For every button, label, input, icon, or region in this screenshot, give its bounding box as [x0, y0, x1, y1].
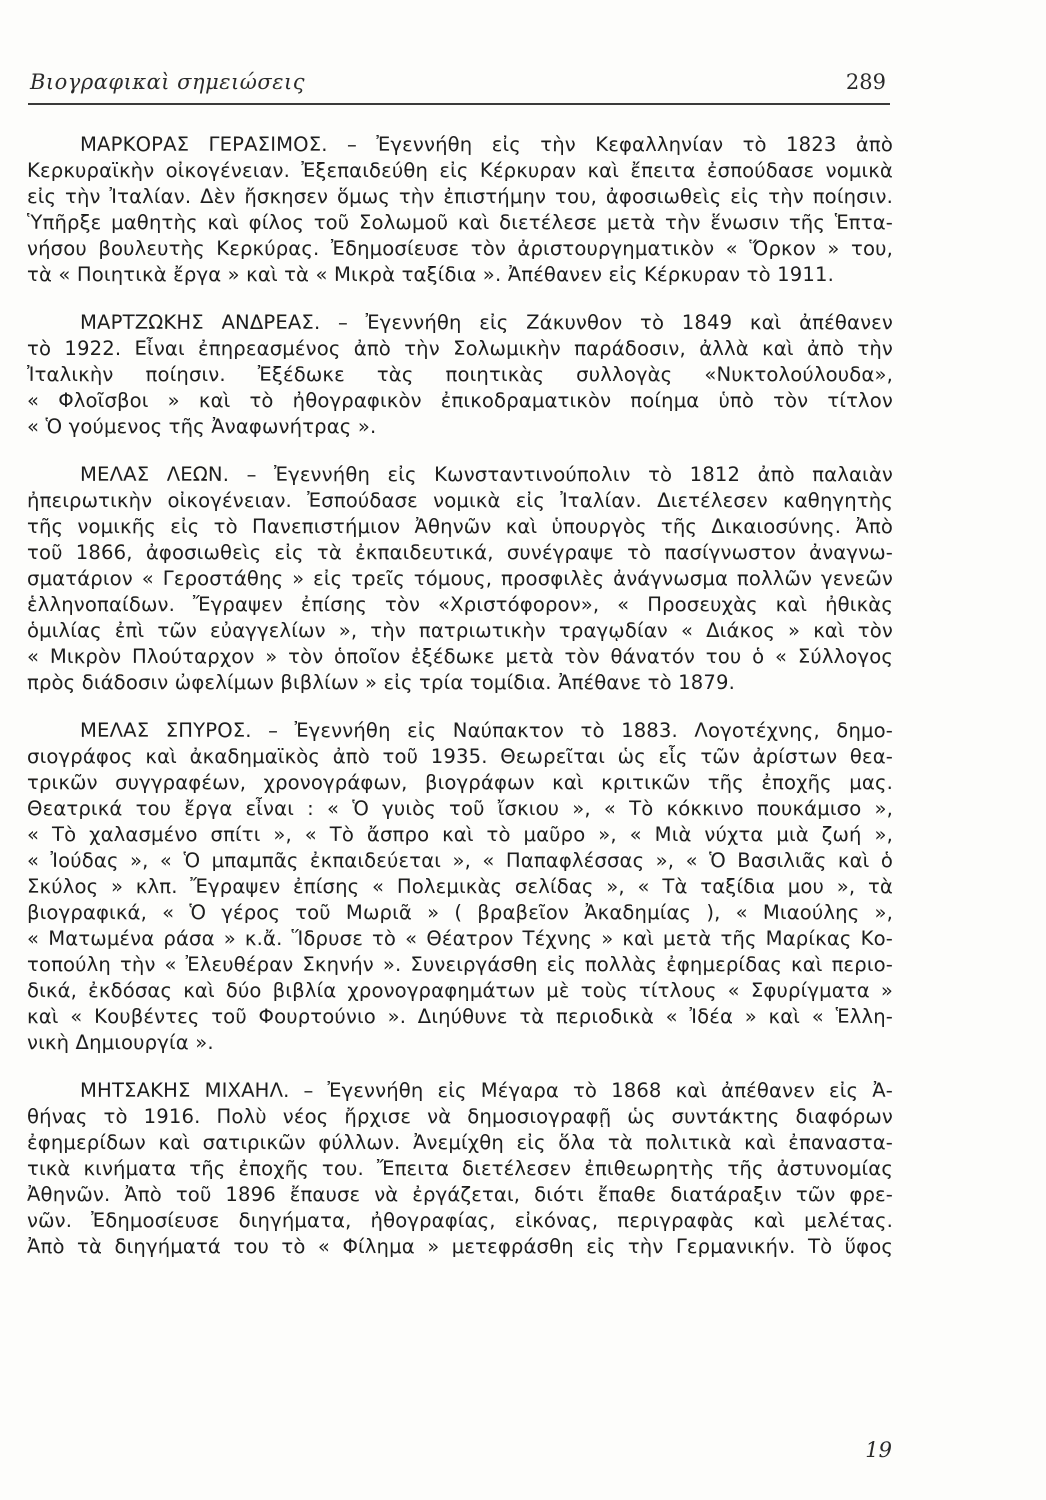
- text-line: εἰς τὴν Ἰταλίαν. Δὲν ἤσκησεν ὅμως τὴν ἐπιστήμην του, ἀφοσιωθεὶς εἰς τὴν ποίησιν.: [27, 185, 893, 208]
- text-line: τὸ 1922. Εἶναι ἐπηρεασμένος ἀπὸ τὴν Σολωμικὴν παράδοσιν, ἀλλὰ καὶ ἀπὸ τὴν: [27, 337, 893, 360]
- text-line: νῶν. Ἐδημοσίευσε διηγήματα, ἠθογραφίας, εἰκόνας, περιγραφὰς καὶ μελέτας.: [27, 1209, 893, 1232]
- text-line: « Φλοῖσβοι » καὶ τὸ ἠθογραφικὸν ἐπικοδραματικὸν ποίημα ὑπὸ τὸν τίτλον: [27, 389, 893, 412]
- text-line: ἑλληνοπαίδων. Ἔγραψεν ἐπίσης τὸν «Χριστόφορον», « Προσευχὰς καὶ ἠθικὰς: [27, 593, 893, 616]
- text-line: Ἀπὸ τὰ διηγήματά του τὸ « Φίλημα » μετεφράσθη εἰς τὴν Γερμανικήν. Τὸ ὕφος: [27, 1235, 893, 1258]
- text-line: Ὑπῆρξε μαθητὴς καὶ φίλος τοῦ Σολωμοῦ καὶ διετέλεσε μετὰ τὴν ἕνωσιν τῆς Ἑπτα-: [27, 211, 893, 234]
- text-line: ΜΕΛΑΣ ΛΕΩΝ. – Ἐγεννήθη εἰς Κωνσταντινούπολιν τὸ 1812 ἀπὸ παλαιὰν: [80, 463, 893, 486]
- text-line: Ἰταλικὴν ποίησιν. Ἐξέδωκε τὰς ποιητικὰς συλλογὰς «Νυκτολούλουδα»,: [27, 363, 893, 386]
- text-line: ἠπειρωτικὴν οἰκογένειαν. Ἐσπούδασε νομικὰ εἰς Ἰταλίαν. Διετέλεσεν καθηγητὴς: [27, 489, 893, 512]
- entry-melas-leon: [27, 462, 893, 696]
- text-line: τικὰ κινήματα τῆς ἐποχῆς του. Ἔπειτα διετέλεσεν ἐπιθεωρητὴς τῆς ἀστυνομίας: [27, 1157, 893, 1180]
- signature-mark: 19: [865, 1438, 892, 1462]
- header-rule: [28, 103, 890, 105]
- text-line: πρὸς διάδοσιν ὠφελίμων βιβλίων » εἰς τρία τομίδια. Ἀπέθανε τὸ 1879.: [27, 671, 735, 694]
- text-line: τοῦ 1866, ἀφοσιωθεὶς εἰς τὰ ἐκπαιδευτικά, συνέγραψε τὸ πασίγνωστον ἀναγνω-: [27, 541, 893, 564]
- entry-melas-spyros: [27, 718, 893, 1056]
- entry-mitsakis-michail: [27, 1078, 893, 1260]
- text-line: « Ματωμένα ράσα » κ.ἄ. Ἵδρυσε τὸ « Θέατρον Τέχνης » καὶ μετὰ τῆς Μαρίκας Κο-: [27, 927, 893, 950]
- text-line: τῆς νομικῆς εἰς τὸ Πανεπιστήμιον Ἀθηνῶν καὶ ὑπουργὸς τῆς Δικαιοσύνης. Ἀπὸ: [27, 515, 893, 538]
- text-line: τοπούλη τὴν « Ἐλευθέραν Σκηνήν ». Συνειργάσθη εἰς πολλὰς ἐφημερίδας καὶ περιο-: [27, 953, 893, 976]
- text-line: Θεατρικά του ἔργα εἶναι : « Ὁ γυιὸς τοῦ ἴσκιου », « Τὸ κόκκινο πουκάμισο »,: [27, 797, 893, 820]
- text-line: ὁμιλίας ἐπὶ τῶν εὐαγγελίων », τὴν πατριωτικὴν τραγῳδίαν « Διάκος » καὶ τὸν: [27, 619, 893, 642]
- text-line: καὶ « Κουβέντες τοῦ Φουρτούνιο ». Διηύθυνε τὰ περιοδικὰ « Ἰδέα » καὶ « Ἑλλη-: [27, 1005, 893, 1028]
- entry-markoras-gerasimos: [27, 132, 893, 288]
- text-line: Σκύλος » κλπ. Ἔγραψεν ἐπίσης « Πολεμικὰς σελίδας », « Τὰ ταξίδια μου », τὰ: [27, 875, 893, 898]
- text-line: τὰ « Ποιητικὰ ἔργα » καὶ τὰ « Μικρὰ ταξίδια ». Ἀπέθανεν εἰς Κέρκυραν τὸ 1911.: [27, 263, 834, 286]
- text-line: « Ἰούδας », « Ὁ μπαμπᾶς ἐκπαιδεύεται », « Παπαφλέσσας », « Ὁ Βασιλιᾶς καὶ ὁ: [27, 849, 893, 872]
- text-line: Ἀθηνῶν. Ἀπὸ τοῦ 1896 ἔπαυσε νὰ ἐργάζεται, διότι ἔπαθε διατάραξιν τῶν φρε-: [27, 1183, 893, 1206]
- text-line: Κερκυραϊκὴν οἰκογένειαν. Ἐξεπαιδεύθη εἰς Κέρκυραν καὶ ἔπειτα ἐσπούδασε νομικὰ: [27, 159, 893, 182]
- text-line: ΜΑΡΤΖΩΚΗΣ ΑΝΔΡΕΑΣ. – Ἐγεννήθη εἰς Ζάκυνθον τὸ 1849 καὶ ἀπέθανεν: [80, 311, 893, 334]
- body-text: [27, 132, 893, 1282]
- running-title: Βιογραφικαὶ σημειώσεις: [30, 70, 305, 94]
- text-line: νικὴ Δημιουργία ».: [27, 1031, 214, 1054]
- text-line: σματάριον « Γεροστάθης » εἰς τρεῖς τόμους, προσφιλὲς ἀνάγνωσμα πολλῶν γενεῶν: [27, 567, 893, 590]
- text-line: τρικῶν συγγραφέων, χρονογράφων, βιογράφων καὶ κριτικῶν τῆς ἐποχῆς μας.: [27, 771, 893, 794]
- text-line: σιογράφος καὶ ἀκαδημαϊκὸς ἀπὸ τοῦ 1935. Θεωρεῖται ὡς εἷς τῶν ἀρίστων θεα-: [27, 745, 893, 768]
- text-line: ΜΑΡΚΟΡΑΣ ΓΕΡΑΣΙΜΟΣ. – Ἐγεννήθη εἰς τὴν Κεφαλληνίαν τὸ 1823 ἀπὸ: [80, 133, 893, 156]
- page-number: 289: [845, 70, 886, 94]
- running-head: [30, 70, 886, 104]
- text-line: θήνας τὸ 1916. Πολὺ νέος ἤρχισε νὰ δημοσιογραφῇ ὡς συντάκτης διαφόρων: [27, 1105, 893, 1128]
- text-line: « Τὸ χαλασμένο σπίτι », « Τὸ ἄσπρο καὶ τὸ μαῦρο », « Μιὰ νύχτα μιὰ ζωή »,: [27, 823, 893, 846]
- text-line: ἐφημερίδων καὶ σατιρικῶν φύλλων. Ἀνεμίχθη εἰς ὅλα τὰ πολιτικὰ καὶ ἐπαναστα-: [27, 1131, 893, 1154]
- text-line: « Ὁ γούμενος τῆς Ἀναφωνήτρας ».: [27, 415, 377, 438]
- text-line: « Μικρὸν Πλούταρχον » τὸν ὁποῖον ἐξέδωκε μετὰ τὸν θάνατόν του ὁ « Σύλλογος: [27, 645, 893, 668]
- text-line: νήσου βουλευτὴς Κερκύρας. Ἐδημοσίευσε τὸν ἀριστουργηματικὸν « Ὅρκον » του,: [27, 237, 893, 260]
- text-line: βιογραφικά, « Ὁ γέρος τοῦ Μωριᾶ » ( βραβεῖον Ἀκαδημίας ), « Μιαούλης »,: [27, 901, 893, 924]
- text-line: ΜΗΤΣΑΚΗΣ ΜΙΧΑΗΛ. – Ἐγεννήθη εἰς Μέγαρα τὸ 1868 καὶ ἀπέθανεν εἰς Ἀ-: [80, 1079, 893, 1102]
- entry-martzokis-andreas: [27, 310, 893, 440]
- text-line: ΜΕΛΑΣ ΣΠΥΡΟΣ. – Ἐγεννήθη εἰς Ναύπακτον τὸ 1883. Λογοτέχνης, δημο-: [80, 719, 893, 742]
- text-line: δικά, ἐκδόσας καὶ δύο βιβλία χρονογραφημάτων μὲ τοὺς τίτλους « Σφυρίγματα »: [27, 979, 893, 1002]
